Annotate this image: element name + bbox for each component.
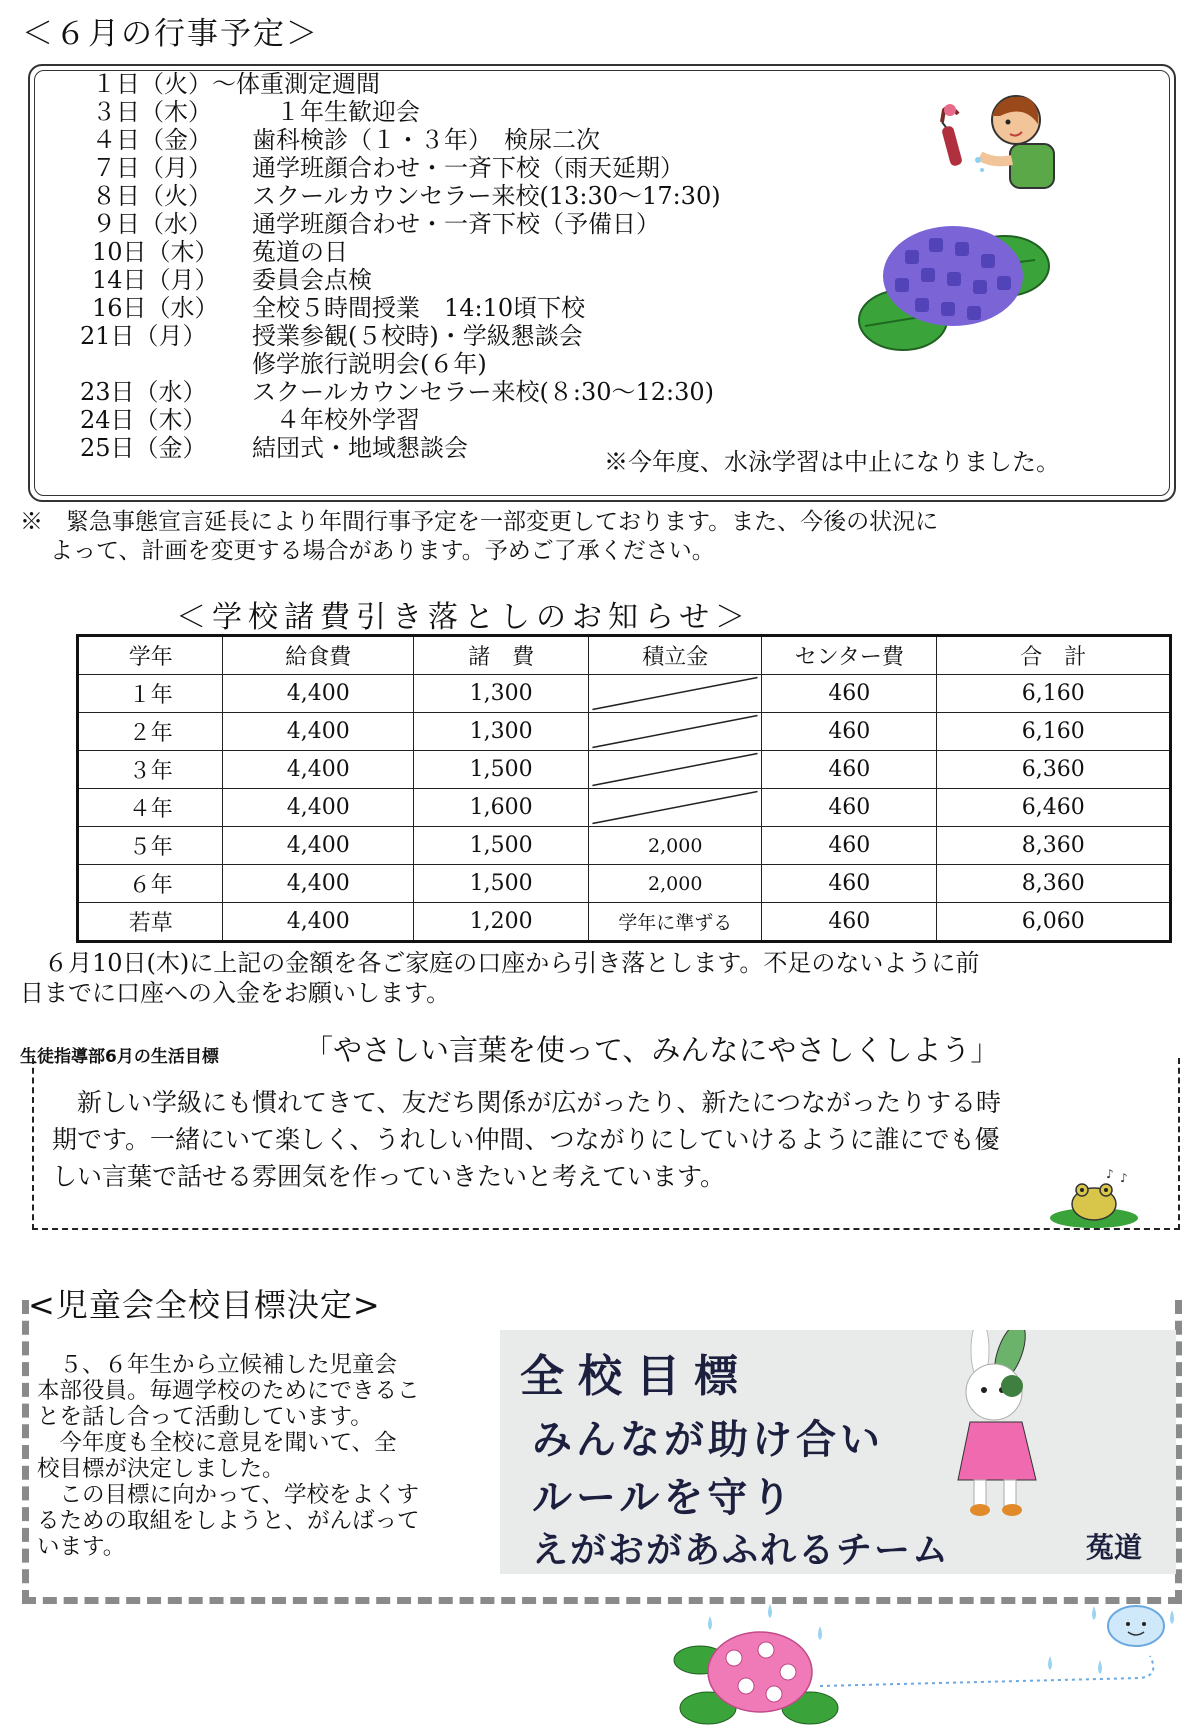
event-date: ９日（水）: [92, 210, 212, 238]
frog-icon: [1046, 1168, 1146, 1230]
event-desc: スクールカウンセラー来校(８:30～12:30): [252, 378, 715, 406]
banner-line1: みんなが助け合い: [532, 1417, 884, 1463]
event-date: ４日（金）: [92, 126, 212, 154]
handwashing-child-icon: [920, 86, 1060, 196]
fees-cell: 6,360: [937, 751, 1171, 789]
banner-line3: えがおがあふれるチーム: [532, 1530, 951, 1571]
fees-cell: 1,500: [414, 865, 589, 903]
events-notice-line1: ※ 緊急事態宣言延長により年間行事予定を一部変更しております。また、今後の状況に: [20, 509, 939, 535]
fees-cell: 2,000: [589, 865, 762, 903]
fees-cell: 6,060: [937, 903, 1171, 942]
fees-cell: 4,400: [223, 713, 414, 751]
fees-cell: 2,000: [589, 827, 762, 865]
fees-cell: 4,400: [223, 865, 414, 903]
fees-cell: 8,360: [937, 865, 1171, 903]
fees-cell: ５年: [78, 827, 223, 865]
fees-empty-cell: [589, 789, 762, 827]
life-goal-line3: しい言葉で話せる雰囲気を作っていきたいと考えています。: [52, 1162, 726, 1191]
fees-cell: 460: [762, 789, 937, 827]
fees-header-cell: 積立金: [589, 636, 762, 675]
fees-cell: ４年: [78, 789, 223, 827]
event-date: ３日（木）: [92, 98, 212, 126]
fees-cell: ６年: [78, 865, 223, 903]
fees-cell: 1,500: [414, 751, 589, 789]
fees-cell: 4,400: [223, 751, 414, 789]
fees-cell: 1,500: [414, 827, 589, 865]
fees-cell: 460: [762, 713, 937, 751]
event-desc: 菟道の日: [252, 238, 348, 266]
fees-cell: 6,460: [937, 789, 1171, 827]
fees-row: [78, 903, 1171, 942]
event-row: [30, 406, 1130, 434]
fees-title: ＜学校諸費引き落としのお知らせ＞: [176, 600, 752, 635]
event-desc: 通学班顔合わせ・一斉下校（予備日）: [252, 210, 660, 238]
fees-empty-cell: [589, 751, 762, 789]
rabbit-drawing-icon: [940, 1330, 1060, 1530]
fees-cell: 6,160: [937, 675, 1171, 713]
svg-text:♪: ♪: [1120, 1171, 1128, 1185]
goal-banner-photo: [500, 1330, 1176, 1574]
fees-cell: 460: [762, 675, 937, 713]
banner-line2: ルールを守り: [532, 1475, 796, 1521]
event-date: 23日（水）: [80, 378, 207, 406]
fees-table: [76, 634, 1172, 943]
fees-row: [78, 827, 1171, 865]
fees-row: [78, 865, 1171, 903]
svg-text:♪: ♪: [1106, 1168, 1114, 1181]
event-date: 21日（月）: [80, 322, 207, 350]
event-desc: スクールカウンセラー来校(13:30～17:30): [252, 182, 721, 210]
fees-cell: 4,400: [223, 675, 414, 713]
event-date: ７日（月）: [92, 154, 212, 182]
event-desc: 歯科検診（１・３年） 検尿二次: [252, 126, 600, 154]
event-desc: ～体重測定週間: [212, 70, 380, 98]
fees-cell: 4,400: [223, 789, 414, 827]
event-date: 16日（水）: [92, 294, 219, 322]
fees-cell: 8,360: [937, 827, 1171, 865]
fees-note-line2: 日までに口座への入金をお願いします。: [20, 979, 451, 1007]
life-goal-line2: 期です。一緒にいて楽しく、うれしい仲間、つながりにしていけるように誰にでも優: [52, 1125, 1000, 1154]
event-desc: ４年校外学習: [252, 406, 420, 434]
fees-note-line1: ６月10日(木)に上記の金額を各ご家庭の口座から引き落とします。不足のないように前: [20, 949, 980, 977]
banner-signature: 菟道: [1086, 1531, 1143, 1564]
council-text-line: 本部役員。毎週学校のためにできるこ: [37, 1378, 420, 1404]
life-goal-heading: 「やさしい言葉を使って、みんなにやさしくしよう」: [304, 1033, 1000, 1067]
fees-cell: ２年: [78, 713, 223, 751]
fees-cell: 460: [762, 751, 937, 789]
event-date: 24日（木）: [80, 406, 207, 434]
event-date: 10日（木）: [92, 238, 219, 266]
council-text-line: この目標に向かって、学校をよくす: [37, 1482, 420, 1508]
fees-header-cell: 学年: [78, 636, 223, 675]
fees-empty-cell: [589, 675, 762, 713]
fees-cell: 1,200: [414, 903, 589, 942]
fees-row: [78, 675, 1171, 713]
event-date: 14日（月）: [92, 266, 219, 294]
fees-header-cell: 給食費: [223, 636, 414, 675]
life-goal-line1: 新しい学級にも慣れてきて、友だち関係が広がったり、新たにつながったりする時: [52, 1088, 1002, 1117]
event-desc: 修学旅行説明会(６年): [252, 350, 487, 378]
banner-heading: 全校目標: [520, 1351, 752, 1402]
council-text-line: います。: [37, 1534, 126, 1560]
swim-note: ※今年度、水泳学習は中止になりました。: [604, 448, 1060, 476]
council-title: <児童会全校目標決定>: [28, 1280, 387, 1326]
event-desc: １年生歓迎会: [252, 98, 420, 126]
fees-cell: 1,300: [414, 675, 589, 713]
fees-cell: 4,400: [223, 903, 414, 942]
council-text-line: 今年度も全校に意見を聞いて、全: [37, 1430, 397, 1456]
fees-cell: 6,160: [937, 713, 1171, 751]
event-desc: 通学班顔合わせ・一斉下校（雨天延期）: [252, 154, 684, 182]
council-text-line: とを話し合って活動しています。: [37, 1404, 373, 1430]
fees-row: [78, 713, 1171, 751]
fees-empty-cell: [589, 713, 762, 751]
event-row: [30, 378, 1130, 406]
council-text-line: 校目標が決定しました。: [37, 1456, 285, 1482]
hydrangea-icon: [855, 216, 1055, 356]
events-notice-line2: よって、計画を変更する場合があります。予めご了承ください。: [50, 538, 715, 564]
fees-cell: 460: [762, 903, 937, 942]
fees-cell: ３年: [78, 751, 223, 789]
fees-header-cell: センター費: [762, 636, 937, 675]
council-text: [37, 1352, 512, 1560]
life-goal-box: [32, 1058, 1180, 1230]
event-desc: 委員会点検: [252, 266, 372, 294]
fees-cell: 1,600: [414, 789, 589, 827]
fees-cell: 460: [762, 865, 937, 903]
event-desc: 全校５時間授業 14:10頃下校: [252, 294, 586, 322]
fees-cell: 1,300: [414, 713, 589, 751]
fees-cell: 4,400: [223, 827, 414, 865]
fees-cell: 学年に準ずる: [589, 903, 762, 942]
event-date: 25日（金）: [80, 434, 207, 462]
fees-cell: 若草: [78, 903, 223, 942]
council-text-line: ５、６年生から立候補した児童会: [37, 1352, 398, 1378]
fees-header-cell: 合 計: [937, 636, 1171, 675]
rainy-decoration-icon: [670, 1596, 1180, 1730]
event-date: １日（火）: [92, 70, 212, 98]
events-title: ＜６月の行事予定＞: [22, 16, 319, 52]
fees-header-cell: 諸 費: [414, 636, 589, 675]
fees-row: [78, 789, 1171, 827]
fees-cell: 460: [762, 827, 937, 865]
fees-row: [78, 751, 1171, 789]
event-desc: 結団式・地域懇談会: [252, 434, 468, 462]
fees-cell: １年: [78, 675, 223, 713]
event-date: ８日（火）: [92, 182, 212, 210]
life-goal-label: 生徒指導部6月の生活目標: [20, 1047, 219, 1067]
event-desc: 授業参観(５校時)・学級懇談会: [252, 322, 583, 350]
council-text-line: るための取組をしようと、がんばって: [37, 1508, 420, 1534]
